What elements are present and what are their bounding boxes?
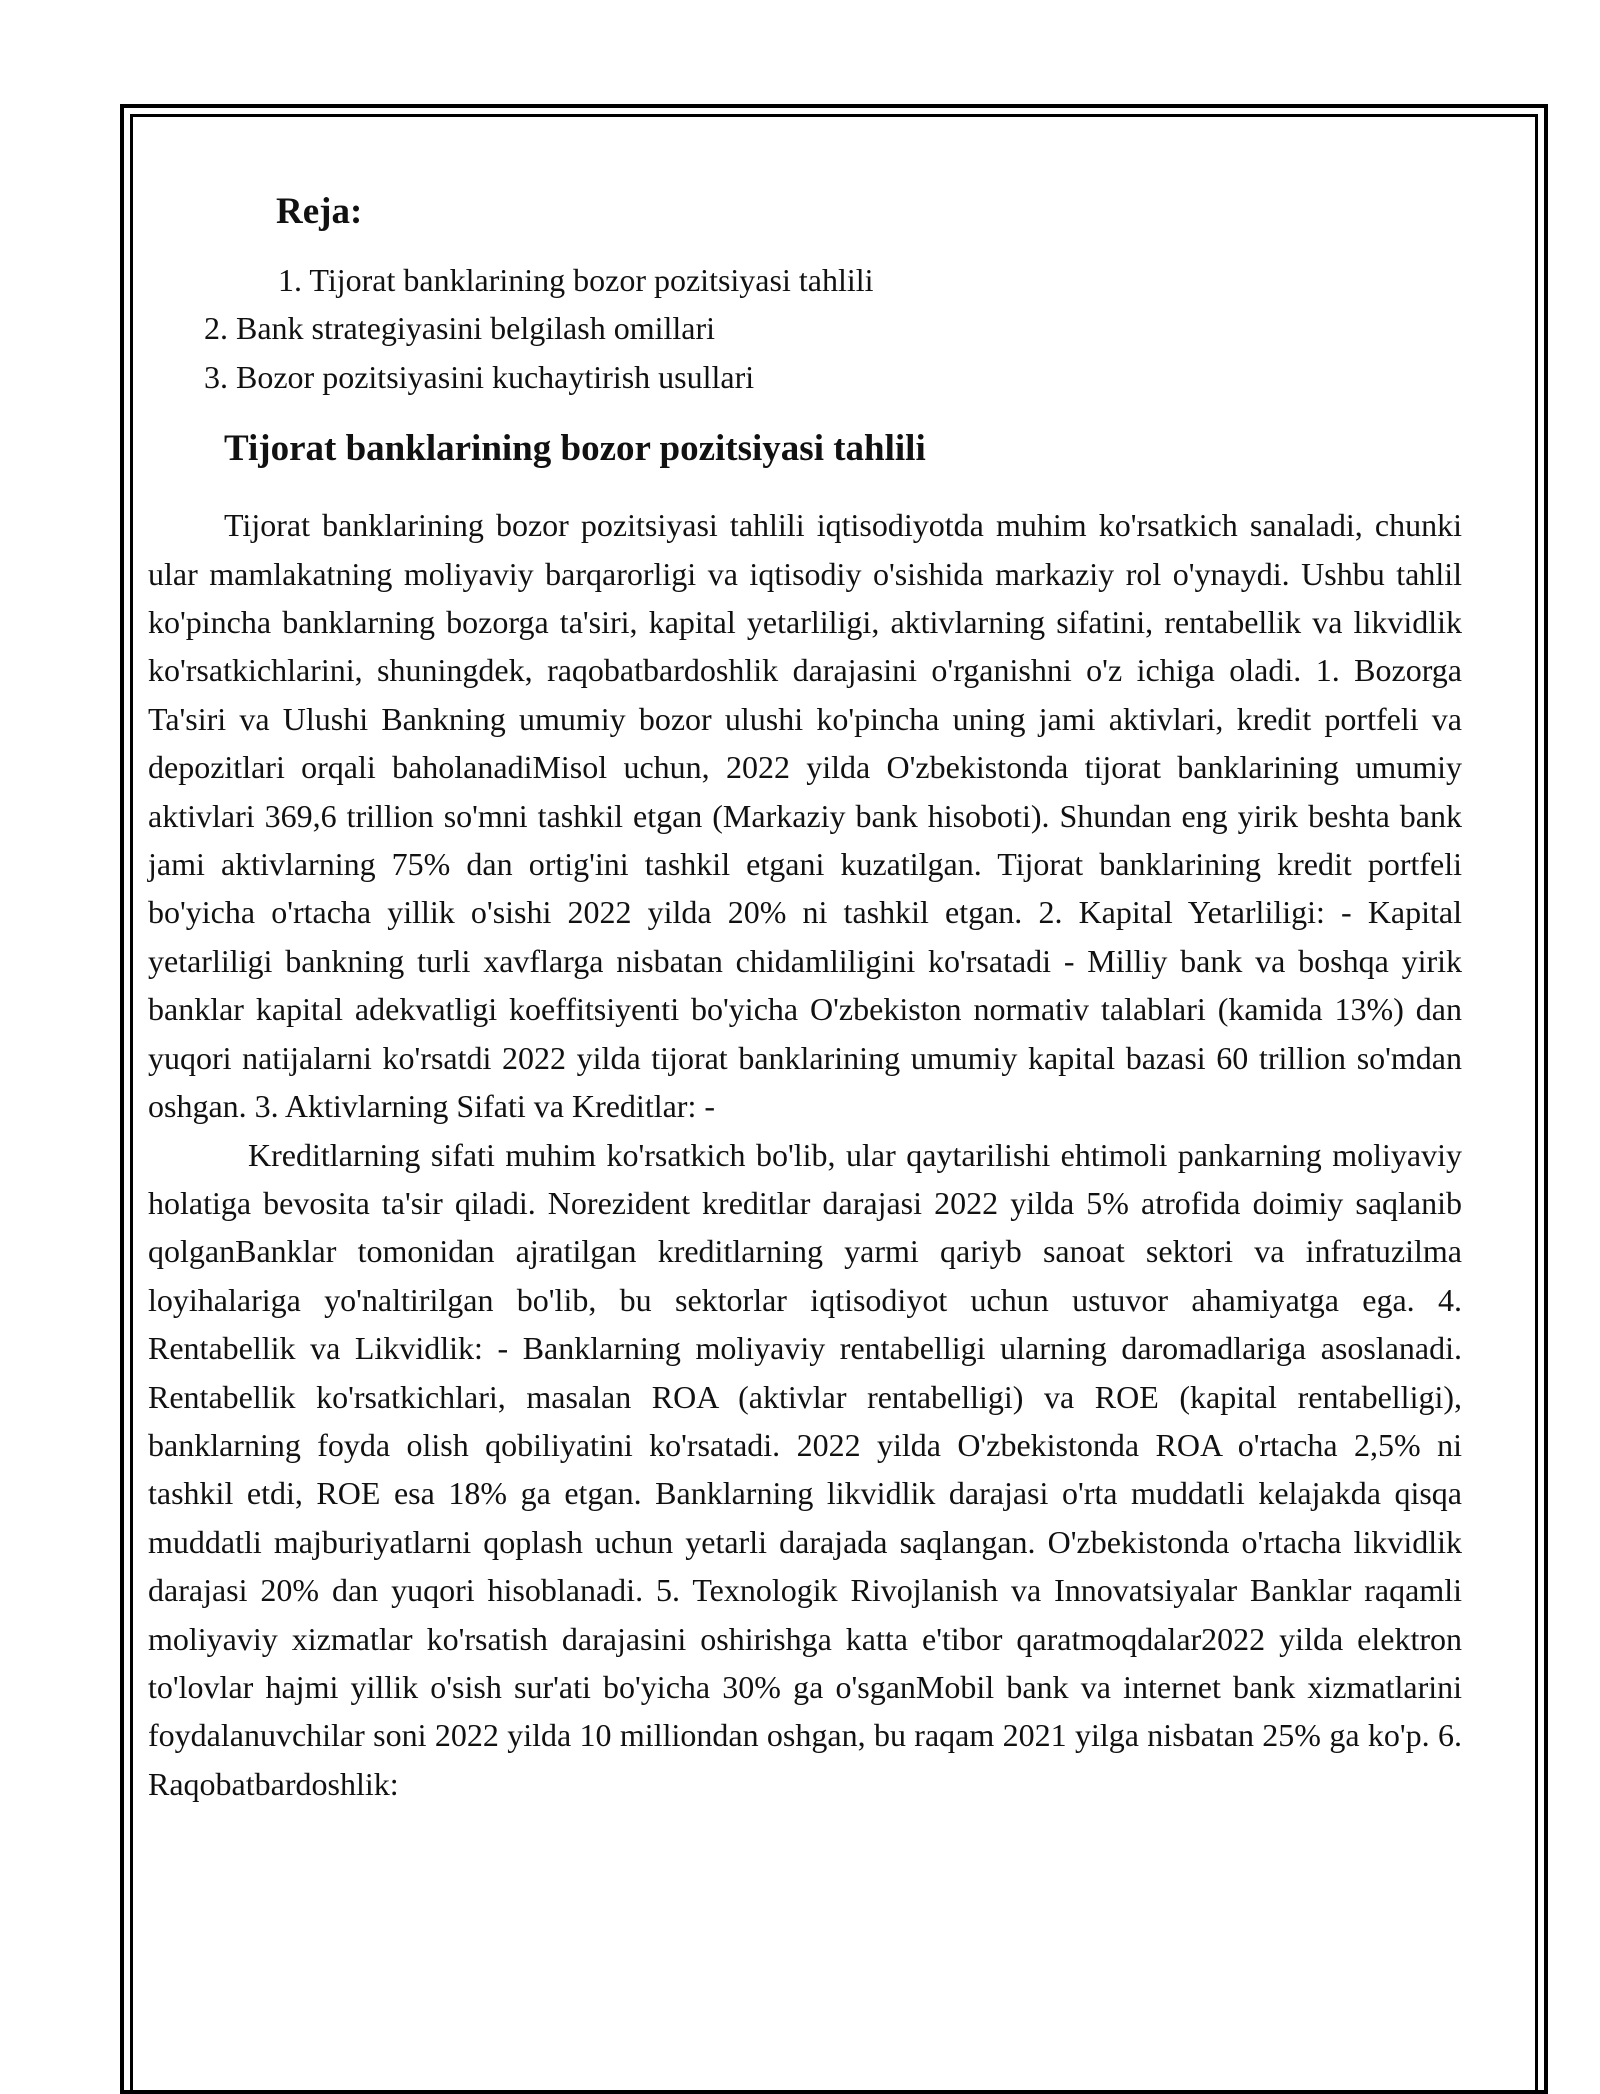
- section-title: Tijorat banklarining bozor pozitsiyasi tahlili: [224, 428, 926, 470]
- body-paragraph: Kreditlarning sifati muhim ko'rsatkich bo'lib, ular qaytarilishi ehtimoli pankarning moliyaviy holatiga bevosita ta'sir qiladi. Norezident kreditlar darajasi 2022 yilda 5% atrofida doimiy saqlanib qolganBanklar tomonidan ajratilgan kreditlarning yarmi qariyb sanoat sektori va infratuzilma loyihalariga yo'naltirilgan bo'lib, bu sektorlar iqtisodiyot uchun ustuvor ahamiyatga ega. 4. Rentabellik va Likvidlik: - Banklarning moliyaviy rentabelligi ularning daromadlariga asoslanadi. Rentabellik ko'rsatkichlari, masalan ROA (aktivlar rentabelligi) va ROE (kapital rentabelligi), banklarning foyda olish qobiliyatini ko'rsatadi. 2022 yilda O'zbekistonda ROA o'rtacha 2,5% ni tashkil etdi, ROE esa 18% ga etgan. Banklarning likvidlik darajasi o'rta muddatli kelajakda qisqa muddatli majburiyatlarni qoplash uchun yetarli darajada saqlangan. O'zbekistonda o'rtacha likvidlik darajasi 20% dan yuqori hisoblanadi. 5. Texnologik Rivojlanish va Innovatsiyalar Banklar raqamli moliyaviy xizmatlar ko'rsatish darajasini oshirishga katta e'tibor qaratmoqdalar2022 yilda elektron to'lovlar hajmi yillik o'sish sur'ati bo'yicha 30% ga o'sganMobil bank va internet bank xizmatlarini foydalanuvchilar soni 2022 yilda 10 milliondan oshgan, bu raqam 2021 yilga nisbatan 25% ga ko'p. 6. Raqobatbardoshlik:: [148, 1136, 1462, 1802]
- plan-item: 2. Bank strategiyasini belgilash omillari: [204, 310, 716, 347]
- plan-heading: Reja:: [276, 191, 363, 232]
- plan-list: [148, 256, 1462, 401]
- document-content: [148, 188, 1462, 1808]
- plan-item: 1. Tijorat banklarining bozor pozitsiyasi tahlili: [278, 262, 874, 298]
- body-paragraph: Tijorat banklarining bozor pozitsiyasi tahlili iqtisodiyotda muhim ko'rsatkich sanaladi, chunki ular mamlakatning moliyaviy barqarorligi va iqtisodiy o'sishida markaziy rol o'ynaydi. Ushbu tahlil ko'pincha banklarning bozorga ta'siri, kapital yetarliligi, aktivlarning sifatini, rentabellik va likvidlik ko'rsatkichlarini, shuningdek, raqobatbardoshlik darajasini o'rganishni o'z ichiga oladi. 1. Bozorga Ta'siri va Ulushi Bankning umumiy bozor ulushi ko'pincha uning jami aktivlari, kredit portfeli va depozitlari orqali baholanadiMisol uchun, 2022 yilda O'zbekistonda tijorat banklarining umumiy aktivlari 369,6 trillion so'mni tashkil etgan (Markaziy bank hisoboti). Shundan eng yirik beshta bank jami aktivlarning 75% dan ortig'ini tashkil etgani kuzatilgan. Tijorat banklarining kredit portfeli bo'yicha o'rtacha yillik o'sishi 2022 yilda 20% ni tashkil etgan. 2. Kapital Yetarliligi: - Kapital yetarliligi bankning turli xavflarga nisbatan chidamliligini ko'rsatadi - Milliy bank va boshqa yirik banklar kapital adekvatligi koeffitsiyenti bo'yicha O'zbekiston normativ talablari (kamida 13%) dan yuqori natijalarni ko'rsatdi 2022 yilda tijorat banklarining umumiy kapital bazasi 60 trillion so'mdan oshgan. 3. Aktivlarning Sifati va Kreditlar: -: [148, 507, 1462, 1125]
- plan-item: 3. Bozor pozitsiyasini kuchaytirish usullari: [204, 358, 755, 395]
